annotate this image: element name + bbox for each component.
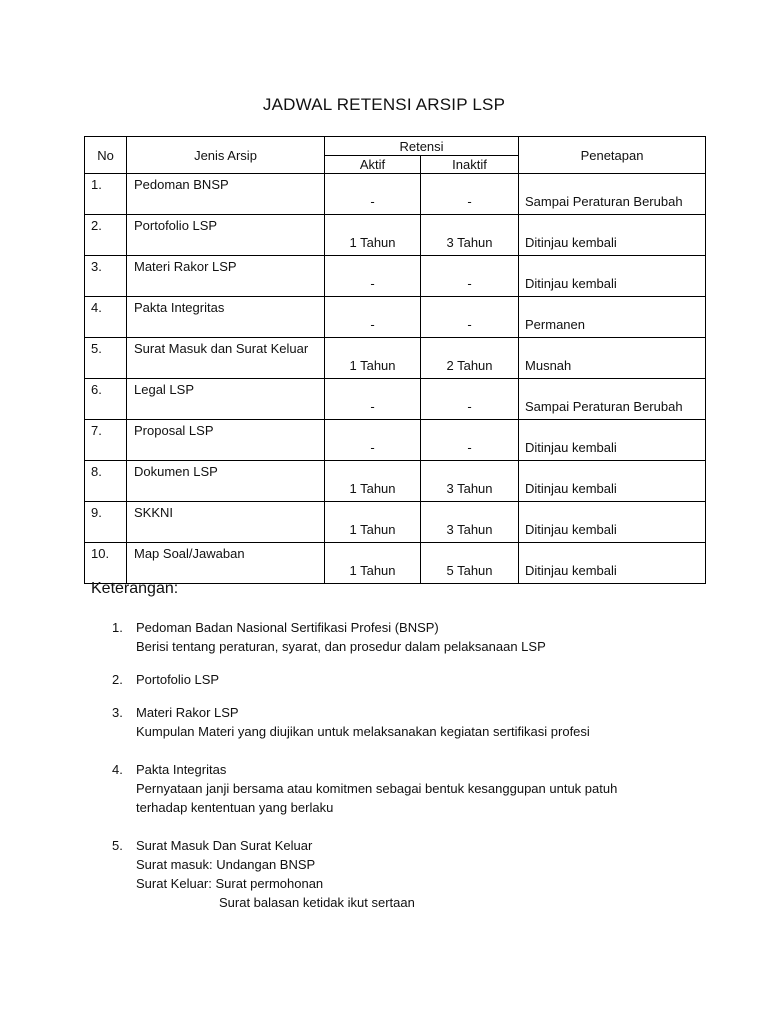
row-aktif: - <box>325 256 421 297</box>
row-jenis-arsip: Portofolio LSP <box>127 215 325 256</box>
row-jenis-arsip: Pakta Integritas <box>127 297 325 338</box>
row-number: 9. <box>85 502 127 543</box>
row-number: 1. <box>85 174 127 215</box>
row-jenis-arsip: Legal LSP <box>127 379 325 420</box>
row-jenis-arsip: Materi Rakor LSP <box>127 256 325 297</box>
table-row <box>85 174 706 215</box>
row-penetapan: Permanen <box>519 297 706 338</box>
row-penetapan: Ditinjau kembali <box>519 215 706 256</box>
retention-table <box>84 136 706 584</box>
row-inaktif: - <box>421 256 519 297</box>
row-aktif: - <box>325 420 421 461</box>
table-row <box>85 338 706 379</box>
row-inaktif: - <box>421 174 519 215</box>
row-aktif: 1 Tahun <box>325 502 421 543</box>
table-row <box>85 502 706 543</box>
table-row <box>85 420 706 461</box>
row-penetapan: Sampai Peraturan Berubah <box>519 174 706 215</box>
row-jenis-arsip: Surat Masuk dan Surat Keluar <box>127 338 325 379</box>
header-retensi: Retensi <box>325 137 519 156</box>
row-jenis-arsip: Proposal LSP <box>127 420 325 461</box>
keterangan-item-line: terhadap kententuan yang berlaku <box>136 800 334 815</box>
row-number: 4. <box>85 297 127 338</box>
row-aktif: 1 Tahun <box>325 461 421 502</box>
keterangan-item-number: 3. <box>112 705 123 720</box>
row-aktif: 1 Tahun <box>325 543 421 584</box>
keterangan-item <box>112 670 712 689</box>
row-penetapan: Sampai Peraturan Berubah <box>519 379 706 420</box>
row-number: 7. <box>85 420 127 461</box>
keterangan-item-number: 5. <box>112 838 123 853</box>
row-penetapan: Ditinjau kembali <box>519 256 706 297</box>
row-jenis-arsip: Dokumen LSP <box>127 461 325 502</box>
row-aktif: 1 Tahun <box>325 338 421 379</box>
row-number: 2. <box>85 215 127 256</box>
row-penetapan: Ditinjau kembali <box>519 543 706 584</box>
row-penetapan: Ditinjau kembali <box>519 502 706 543</box>
table-row <box>85 297 706 338</box>
row-jenis-arsip: Pedoman BNSP <box>127 174 325 215</box>
row-number: 5. <box>85 338 127 379</box>
row-inaktif: 3 Tahun <box>421 215 519 256</box>
row-inaktif: 3 Tahun <box>421 502 519 543</box>
row-inaktif: - <box>421 420 519 461</box>
keterangan-item-line: Surat masuk: Undangan BNSP <box>136 857 316 872</box>
header-penetapan: Penetapan <box>519 137 706 174</box>
row-aktif: 1 Tahun <box>325 215 421 256</box>
row-number: 3. <box>85 256 127 297</box>
row-inaktif: 3 Tahun <box>421 461 519 502</box>
header-jenis-arsip: Jenis Arsip <box>127 137 325 174</box>
keterangan-item-line: Kumpulan Materi yang diujikan untuk melaksanakan kegiatan sertifikasi profesi <box>136 724 590 739</box>
header-inaktif: Inaktif <box>421 156 519 174</box>
keterangan-item-number: 1. <box>112 620 123 635</box>
table-row <box>85 379 706 420</box>
row-inaktif: 2 Tahun <box>421 338 519 379</box>
row-penetapan: Musnah <box>519 338 706 379</box>
row-penetapan: Ditinjau kembali <box>519 461 706 502</box>
keterangan-item-line: Portofolio LSP <box>136 672 220 687</box>
table-row <box>85 256 706 297</box>
keterangan-item <box>112 618 712 656</box>
row-inaktif: - <box>421 379 519 420</box>
row-jenis-arsip: Map Soal/Jawaban <box>127 543 325 584</box>
row-inaktif: 5 Tahun <box>421 543 519 584</box>
row-number: 6. <box>85 379 127 420</box>
keterangan-item-line: Pernyataan janji bersama atau komitmen sebagai bentuk kesanggupan untuk patuh <box>136 781 618 796</box>
table-body <box>85 174 706 584</box>
keterangan-item-number: 2. <box>112 672 123 687</box>
row-inaktif: - <box>421 297 519 338</box>
row-penetapan: Ditinjau kembali <box>519 420 706 461</box>
keterangan-list <box>112 618 712 912</box>
keterangan-item-line: Pedoman Badan Nasional Sertifikasi Profesi (BNSP) <box>136 620 439 635</box>
table-row <box>85 215 706 256</box>
table-row <box>85 543 706 584</box>
keterangan-item-line: Surat Masuk Dan Surat Keluar <box>136 838 313 853</box>
row-aktif: - <box>325 174 421 215</box>
keterangan-item-line: Pakta Integritas <box>136 762 227 777</box>
table-row <box>85 461 706 502</box>
row-aktif: - <box>325 379 421 420</box>
keterangan-item <box>112 760 712 817</box>
header-no: No <box>85 137 127 174</box>
keterangan-item-line: Materi Rakor LSP <box>136 705 239 720</box>
row-number: 10. <box>85 543 127 584</box>
keterangan-item-line: Surat balasan ketidak ikut sertaan <box>219 895 415 910</box>
keterangan-item-number: 4. <box>112 762 123 777</box>
row-aktif: - <box>325 297 421 338</box>
keterangan-item <box>112 703 712 741</box>
keterangan-title: Keterangan: <box>91 580 179 597</box>
keterangan-item-line: Surat Keluar: Surat permohonan <box>136 876 324 891</box>
row-number: 8. <box>85 461 127 502</box>
document-title: JADWAL RETENSI ARSIP LSP <box>262 95 506 114</box>
keterangan-item-line: Berisi tentang peraturan, syarat, dan prosedur dalam pelaksanaan LSP <box>136 639 546 654</box>
header-aktif: Aktif <box>325 156 421 174</box>
row-jenis-arsip: SKKNI <box>127 502 325 543</box>
keterangan-item <box>112 836 712 912</box>
